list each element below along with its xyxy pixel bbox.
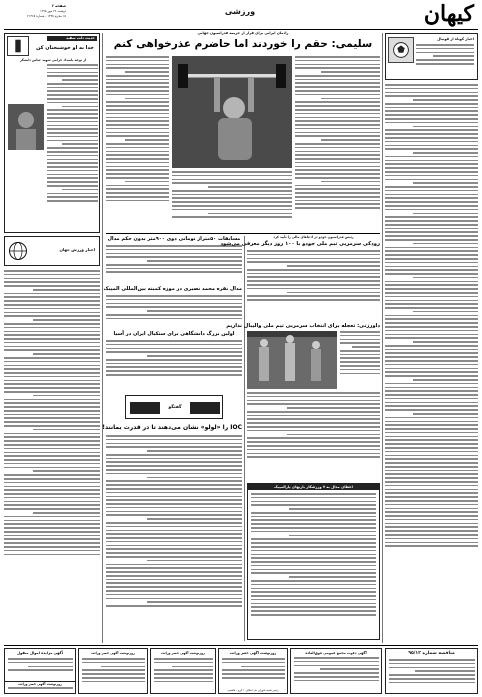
tender-title: مناقصه شماره ۹۵/۱۲	[408, 651, 455, 656]
story-6-headline: IOC را «لولو» نشان می‌دهند تا در قدرت بمانند!	[102, 424, 242, 431]
portrait-photo	[7, 36, 29, 56]
story-2-headline: رودکی سرمربی تیم ملی جودو با ۱۰۰ روز دیگر معرفی می‌شود	[220, 241, 380, 247]
ad-1-footer: رئیس شعبه شورای حل اختلاف ۱ کرج - هاشمی	[227, 689, 279, 692]
lead-text-bottom	[172, 171, 292, 229]
meeting-notice-ad	[290, 648, 382, 694]
right-box-text	[416, 44, 474, 78]
football-badge	[388, 37, 414, 63]
story-3-text	[106, 295, 242, 329]
ad-5-text	[8, 687, 73, 693]
left-subhead: از توجه باسداد جزامی شهید عباس دانشگر	[19, 58, 87, 62]
column-divider-left	[102, 33, 103, 643]
ads-top-rule	[4, 645, 478, 646]
inheritance-ad-3	[78, 648, 148, 694]
story-8-box	[247, 483, 380, 640]
story-4-headline: داورزنی: تعجله برای انتخاب سرمربی تیم ملی والیبال نداریم	[226, 323, 380, 329]
story-5-headline: اولین بزرگ دانشگاهی برای ستکیال ایران در آسیا	[113, 331, 235, 337]
story-1-text	[106, 245, 242, 283]
story-2-kicker: رئیس فدراسیون جودو در ادعاهای مالی را تأیید کرد	[273, 235, 354, 239]
left-box-title: حدیث دلت سفید	[47, 36, 97, 41]
world-sports-box	[4, 236, 100, 266]
lead-kicker: رادمان ایرانی برای فرار از جریمه فدراسیون جهانی	[197, 31, 289, 35]
inheritance-ad-1	[218, 648, 288, 694]
tender-ad	[385, 648, 478, 694]
right-column-text	[385, 84, 478, 644]
right-box-title: اخبار کوتاه از فوتبال	[437, 37, 474, 41]
lead-headline: سلیمی: حقم را خوردند اما حاضرم عذرخواهی کنم	[113, 38, 373, 50]
logo: کیهان	[423, 1, 474, 27]
story-8-text	[251, 493, 376, 637]
globe-icon	[8, 241, 28, 261]
volleyball-photo	[247, 331, 337, 389]
left-column-text	[4, 270, 100, 600]
section-title: ورزشی	[224, 7, 256, 16]
ad-2-title: روزنوشت آگهی حصر وراثت	[161, 651, 205, 655]
story-1-headline: مسابقات ۵۰متراژ تومانی دوی ۹۰۰متر بدون حکم مدال	[107, 236, 241, 242]
interview-badge	[125, 395, 223, 419]
masthead-rule	[4, 29, 478, 30]
date-line-1: دوشنبه ۲۶ مهر ۱۳۹۵	[40, 9, 66, 13]
ad-4-title: روزنوشت آگهی حصر وراثت	[91, 651, 135, 655]
story-4-text-side	[340, 331, 380, 391]
tender-text	[389, 659, 475, 693]
world-sports-title: اخبار ورزش جهان	[59, 247, 95, 252]
left-feature-box	[4, 33, 100, 233]
story-4-text	[247, 392, 380, 480]
ad-3-text	[8, 658, 73, 680]
story-6-text	[106, 435, 242, 640]
left-headline: خدا به او خوشبختان کن	[36, 45, 94, 51]
story-2-text	[247, 250, 380, 320]
right-news-box	[385, 33, 478, 80]
meeting-notice-text	[294, 657, 379, 693]
story-5-text	[106, 340, 242, 392]
column-divider-right	[382, 33, 383, 643]
center-divider	[244, 236, 245, 641]
date-line-2: ۱۵ محرم ۱۴۳۸ - شماره ۲۱۴۶۵	[27, 14, 66, 18]
weightlifter-photo	[172, 56, 292, 168]
auction-ad	[4, 648, 76, 694]
left-box-text	[47, 64, 98, 230]
inheritance-ad-2	[150, 648, 216, 694]
meeting-notice-title: آگهی دعوت مجمع عمومی فوق‌العاده	[305, 651, 367, 655]
lead-text-left	[106, 56, 169, 228]
ad-2-text	[154, 658, 213, 692]
lead-bottom-rule	[106, 233, 380, 234]
ad-5-title: روزنوشت آگهی حصر وراثت	[5, 681, 75, 687]
masthead	[0, 0, 482, 30]
page-number: صفحه ۶	[51, 4, 66, 8]
story-3-headline: مدال نقره محمد نصیری در موزه کمیته بین‌المللی المپیک	[103, 286, 242, 292]
lead-text-right	[295, 56, 380, 236]
story-8-headline: اعطای مدال به ۷ ورزشکار بازیهای پارالمپیک	[248, 484, 379, 490]
athlete-photo	[8, 104, 44, 150]
ad-3-title: آگهی مزایده اموال منقول	[16, 651, 64, 655]
ad-4-text	[82, 658, 145, 692]
ad-1-title: روزنوشت آگهی حصر وراثت	[229, 651, 277, 655]
ad-1-text	[222, 658, 285, 688]
interview-label: گفتگو	[168, 405, 182, 410]
